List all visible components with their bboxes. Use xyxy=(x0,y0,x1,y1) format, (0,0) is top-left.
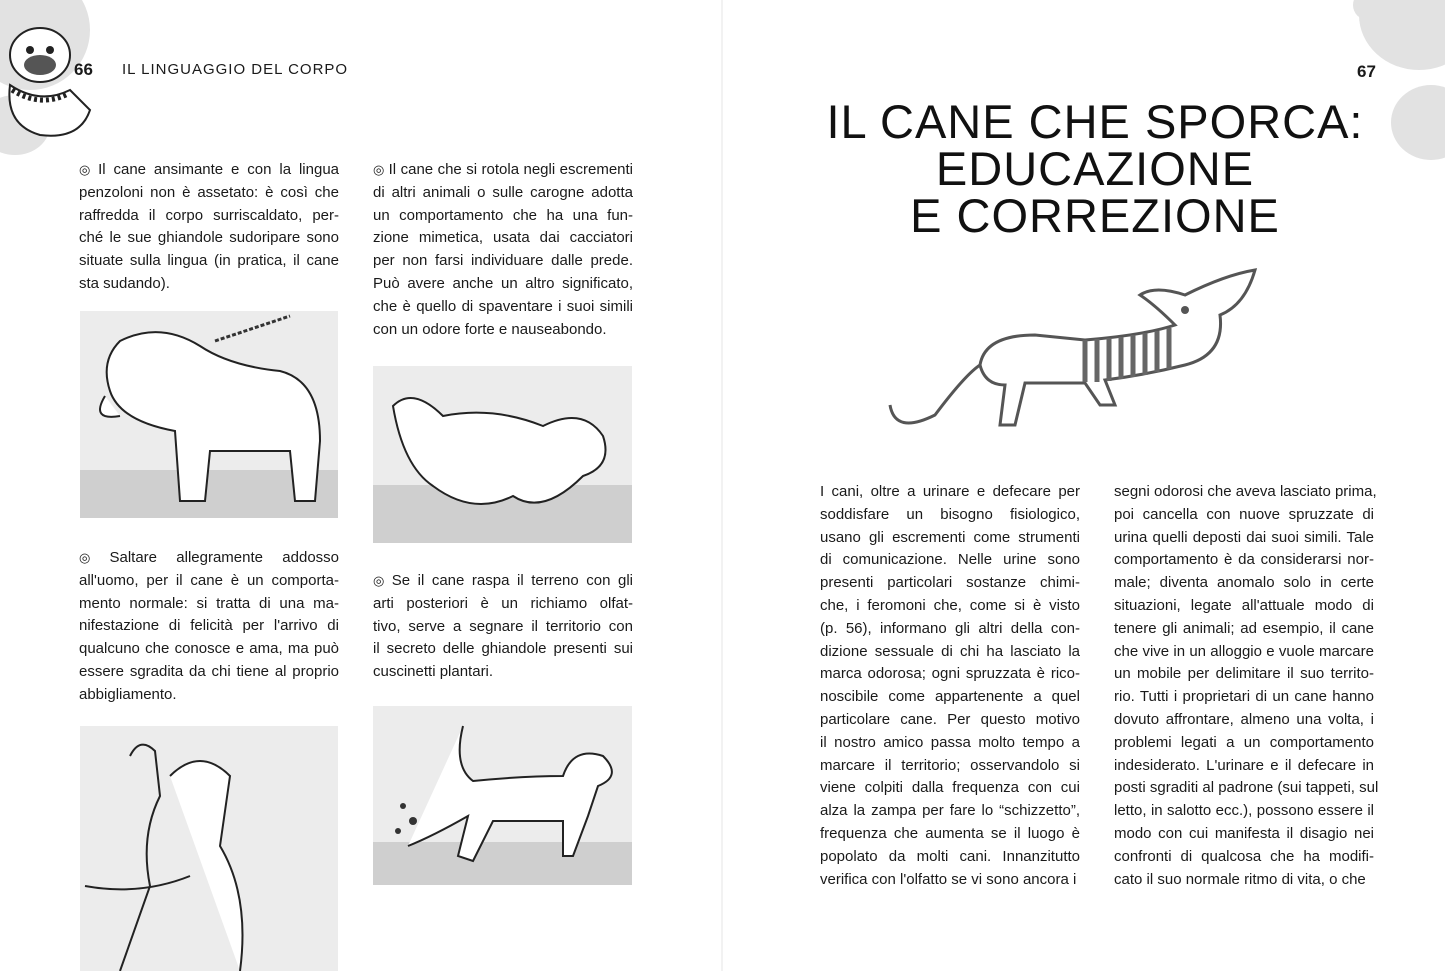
text-line-content: Il cane ansimante e con la lingua xyxy=(98,161,340,178)
text-line: verifica con l'olfatto se vi sono ancora i xyxy=(820,870,1077,888)
text-line: con un odore forte e nauseabondo. xyxy=(373,320,607,338)
text-line xyxy=(79,159,339,182)
paragraph-scratching xyxy=(373,570,633,684)
text-line: abbigliamento. xyxy=(79,685,177,703)
text-line: confronti di qualcosa che ha modifi- xyxy=(1114,847,1374,865)
text-line: nifestazione di felicità per l'arrivo di xyxy=(79,617,339,635)
text-line: urina quelli deposti dai suoi simili. Tale xyxy=(1114,528,1374,546)
text-line: marcare il territorio; osservandolo si xyxy=(820,756,1080,774)
spiral-bullet-icon: ◎ xyxy=(373,573,388,588)
text-line: cuscinetti plantari. xyxy=(373,663,494,681)
illustration-dog-scratching xyxy=(373,706,632,885)
text-line: noscibile come appartenente a quel xyxy=(820,688,1080,706)
paragraph-jumping xyxy=(79,547,339,707)
text-line: qualcuno che conosce e ama, ma può xyxy=(79,640,339,658)
text-line: situazioni, legate all'attuale modo di xyxy=(1114,596,1374,614)
text-line: usano gli escrementi come strumenti xyxy=(820,528,1080,546)
text-line: situate sulla lingua (in pratica, il cane xyxy=(79,252,339,270)
illustration-rolling-dog xyxy=(373,366,632,543)
page-number: 66 xyxy=(74,60,93,79)
text-line: di comunicazione. Nelle urine sono xyxy=(820,551,1080,569)
text-line: che vive in un alloggio e vuole marcare xyxy=(1114,642,1374,660)
text-line: un mobile per delimitare il suo territo- xyxy=(1114,665,1374,683)
text-line: alza la zampa per fare lo “schizzetto”, xyxy=(820,802,1080,820)
running-head: IL LINGUAGGIO DEL CORPO xyxy=(122,61,349,78)
text-line: cato il suo normale ritmo di vita, o che xyxy=(1114,870,1366,888)
illustration-striped-dachshund xyxy=(885,265,1275,445)
text-line: all'uomo, per il cane è un comporta- xyxy=(79,571,339,589)
text-line xyxy=(373,159,633,182)
pug-mascot-icon xyxy=(0,10,110,145)
text-line: soddisfare un bisogno fisiologico, xyxy=(820,505,1080,523)
text-line: il secreto delle ghiandole presenti sui xyxy=(373,640,633,658)
text-line xyxy=(373,570,633,593)
text-line: letto, in salotto ecc.), possono essere il xyxy=(1114,802,1374,820)
body-column-2 xyxy=(1114,481,1379,891)
text-line: essere sgradita da chi tiene al proprio xyxy=(79,662,339,680)
text-line: problemi legati a un comportamento xyxy=(1114,733,1374,751)
text-line: comportamento è da considerarsi nor- xyxy=(1114,551,1374,569)
title-line: IL CANE CHE SPORCA: xyxy=(826,95,1364,148)
text-line: zione mimetica, usata dai cacciatori xyxy=(373,229,633,247)
text-line: mento normale: si tratta di una ma- xyxy=(79,594,339,612)
text-line: segni odorosi che aveva lasciato prima, xyxy=(1114,483,1377,500)
text-line: frequenza che aumenta se il luogo è xyxy=(820,824,1080,842)
text-line: sta sudando). xyxy=(79,274,170,292)
text-line: indesiderato. L'urinare e il defecare in xyxy=(1114,756,1374,774)
body-column-1 xyxy=(820,481,1080,891)
text-line: (p. 56), informano gli altri della con- xyxy=(820,619,1080,637)
left-page xyxy=(0,0,722,971)
text-line: raffredda il corpo surriscaldato, per- xyxy=(79,206,339,224)
spiral-bullet-icon: ◎ xyxy=(79,162,95,177)
text-line: un comportamento che ha una fun- xyxy=(373,206,633,224)
text-line: particolare cane. Per questo motivo xyxy=(820,710,1080,728)
text-line: che è quello di spaventare i suoi simili xyxy=(373,297,633,315)
text-line: Può avere anche un altro significato, xyxy=(373,274,633,292)
title-line: EDUCAZIONE xyxy=(935,142,1255,195)
text-line: I cani, oltre a urinare e defecare per xyxy=(820,483,1080,500)
text-line-content: Se il cane raspa il terreno con gli xyxy=(391,572,634,589)
text-line: posti sgraditi al padrone (sui tappeti, sul xyxy=(1114,779,1379,797)
text-line: per non farsi individuare dalle prede. xyxy=(373,252,633,270)
chapter-title xyxy=(800,95,1390,242)
text-line: il nostro amico passa molto tempo a xyxy=(820,733,1080,751)
page-number: 67 xyxy=(1357,62,1376,81)
paragraph-rolling xyxy=(373,159,633,341)
text-line: viene colpiti dalla frequenza con cui xyxy=(820,779,1080,797)
paragraph-panting xyxy=(79,159,339,296)
text-line: tivo, serve a segnare il territorio con xyxy=(373,617,633,635)
text-line: modo con cui manifesta il disagio nei xyxy=(1114,824,1374,842)
text-line: dizione sessuale di chi ha lasciato la xyxy=(820,642,1080,660)
illustration-panting-bulldog xyxy=(80,311,338,518)
text-line: male; diventa anomalo solo in certe xyxy=(1114,574,1374,592)
text-line: tenere gli animali; ad esempio, il cane xyxy=(1114,619,1374,637)
text-line: che, i feromoni che, come si è visto xyxy=(820,596,1080,614)
text-line: poi cancella con nuove spruzzate di xyxy=(1114,505,1374,523)
text-line: arti posteriori è un richiamo olfat- xyxy=(373,594,633,612)
illustration-dog-jumping-on-man xyxy=(80,726,338,971)
text-line: marca odorosa; ogni spruzzata è rico- xyxy=(820,665,1080,683)
text-line: penzoloni non è assetato: è così che xyxy=(79,183,339,201)
text-line-content: Il cane che si rotola negli escrementi xyxy=(388,161,634,178)
paw-decoration-icon xyxy=(1391,85,1445,160)
text-line: dovuto affrontare, almeno una volta, i xyxy=(1114,710,1374,728)
text-line: ché le sue ghiandole sudoripare sono xyxy=(79,229,339,247)
text-line: di altri animali o sulle carogne adotta xyxy=(373,183,633,201)
spiral-bullet-icon: ◎ xyxy=(373,162,385,177)
text-line: presenti particolari sostanze chimi- xyxy=(820,574,1080,592)
text-line-content: Saltare allegramente addosso xyxy=(109,549,340,566)
spiral-bullet-icon: ◎ xyxy=(79,550,106,565)
text-line: popolato da molti cani. Innanzitutto xyxy=(820,847,1080,865)
title-line: E CORREZIONE xyxy=(910,189,1280,242)
text-line: rio. Tutti i proprietari di un cane hanno xyxy=(1114,688,1374,706)
text-line xyxy=(79,547,339,570)
